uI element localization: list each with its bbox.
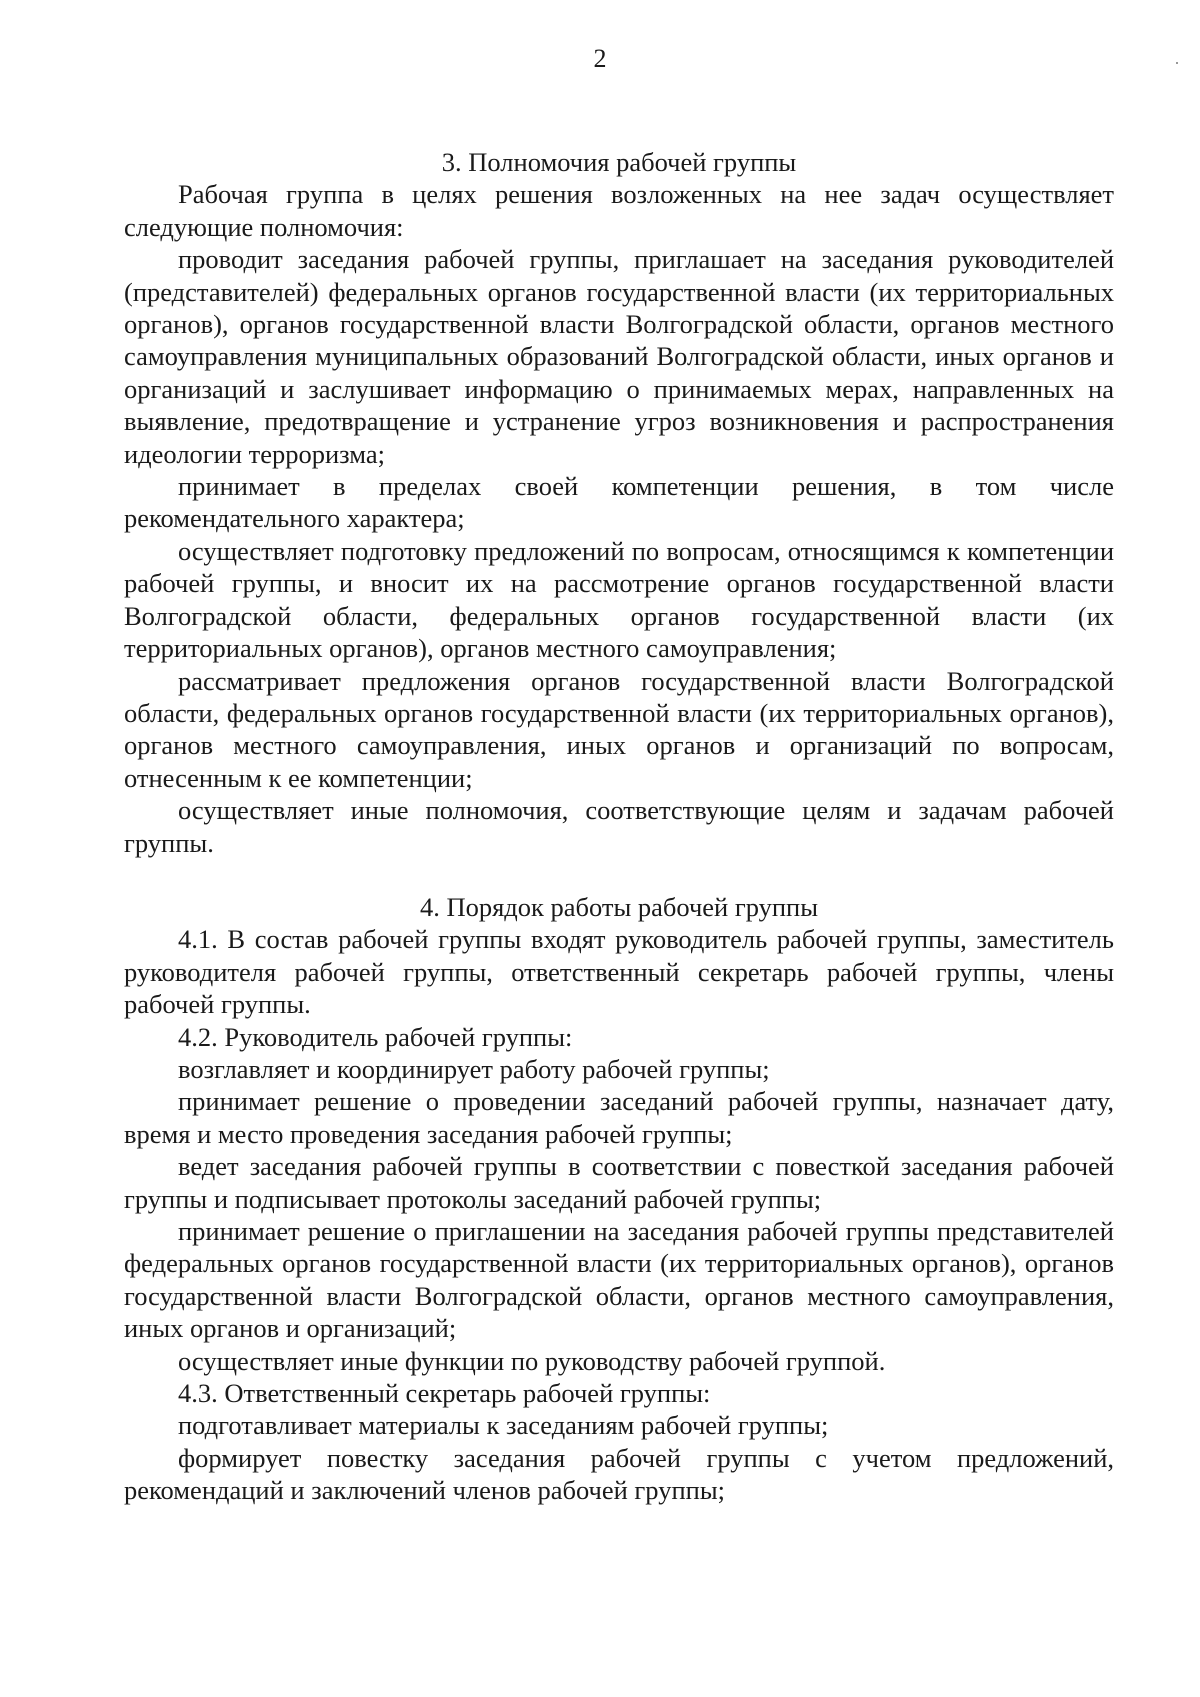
paragraph: проводит заседания рабочей группы, приглашает на заседания руководителей (представителей) федеральных органов государственной власти (их территориальных органов), органов государственной власти Волгоградской области, органов местного самоуправления муниципальных образований Волгоградской области, иных органов и организаций и заслушивает информацию о принимаемых мерах, направленных на выявление, предотвращение и устранение угроз возникновения и распространения идеологии терроризма; — [124, 244, 1114, 469]
paragraph: осуществляет иные полномочия, соответствующие целям и задачам рабочей группы. — [124, 795, 1114, 858]
paragraph: возглавляет и координирует работу рабочей группы; — [178, 1053, 770, 1084]
paragraph: принимает в пределах своей компетенции решения, в том числе рекомендательного характера; — [124, 471, 1114, 534]
section-spacer — [124, 859, 1114, 891]
section-heading: 4. Порядок работы рабочей группы — [419, 891, 819, 922]
paragraph: рассматривает предложения органов государственной власти Волгоградской области, федеральных органов государственной власти (их территориальных органов), органов местного самоуправления, иных органов и организаций по вопросам, отнесенным к ее компетенции; — [124, 665, 1114, 793]
paragraph: Рабочая группа в целях решения возложенных на нее задач осуществляет следующие полномочия: — [124, 179, 1114, 242]
paragraph: 4.2. Руководитель рабочей группы: — [178, 1021, 573, 1052]
paragraph: осуществляет иные функции по руководству рабочей группой. — [178, 1345, 886, 1376]
paragraph: 4.3. Ответственный секретарь рабочей группы: — [178, 1378, 711, 1409]
scan-speck — [1176, 62, 1178, 64]
paragraph: принимает решение о приглашении на заседания рабочей группы представителей федеральных органов государственной власти (их территориальных органов), органов государственной власти Волгоградской области, органов местного самоуправления, иных органов и организаций; — [124, 1216, 1114, 1344]
paragraph: осуществляет подготовку предложений по вопросам, относящимся к компетенции рабочей группы, и вносит их на рассмотрение органов государственной власти Волгоградской области, федеральных органов государственной власти (их территориальных органов), органов местного самоуправления; — [124, 535, 1114, 664]
paragraph: ведет заседания рабочей группы в соответствии с повесткой заседания рабочей группы и подписывает протоколы заседаний рабочей группы; — [124, 1151, 1114, 1214]
section-heading: 3. Полномочия рабочей группы — [441, 147, 797, 177]
paragraph: формирует повестку заседания рабочей группы с учетом предложений, рекомендаций и заключений членов рабочей группы; — [124, 1442, 1114, 1506]
paragraph: подготавливает материалы к заседаниям рабочей группы; — [178, 1410, 829, 1441]
paragraph: принимает решение о проведении заседаний рабочей группы, назначает дату, время и место проведения заседания рабочей группы; — [124, 1086, 1114, 1149]
document-body — [124, 146, 1114, 1507]
page-number: 2 — [593, 44, 607, 73]
paragraph: 4.1. В состав рабочей группы входят руководитель рабочей группы, заместитель руководителя рабочей группы, ответственный секретарь рабочей группы, члены рабочей группы. — [124, 924, 1114, 1020]
